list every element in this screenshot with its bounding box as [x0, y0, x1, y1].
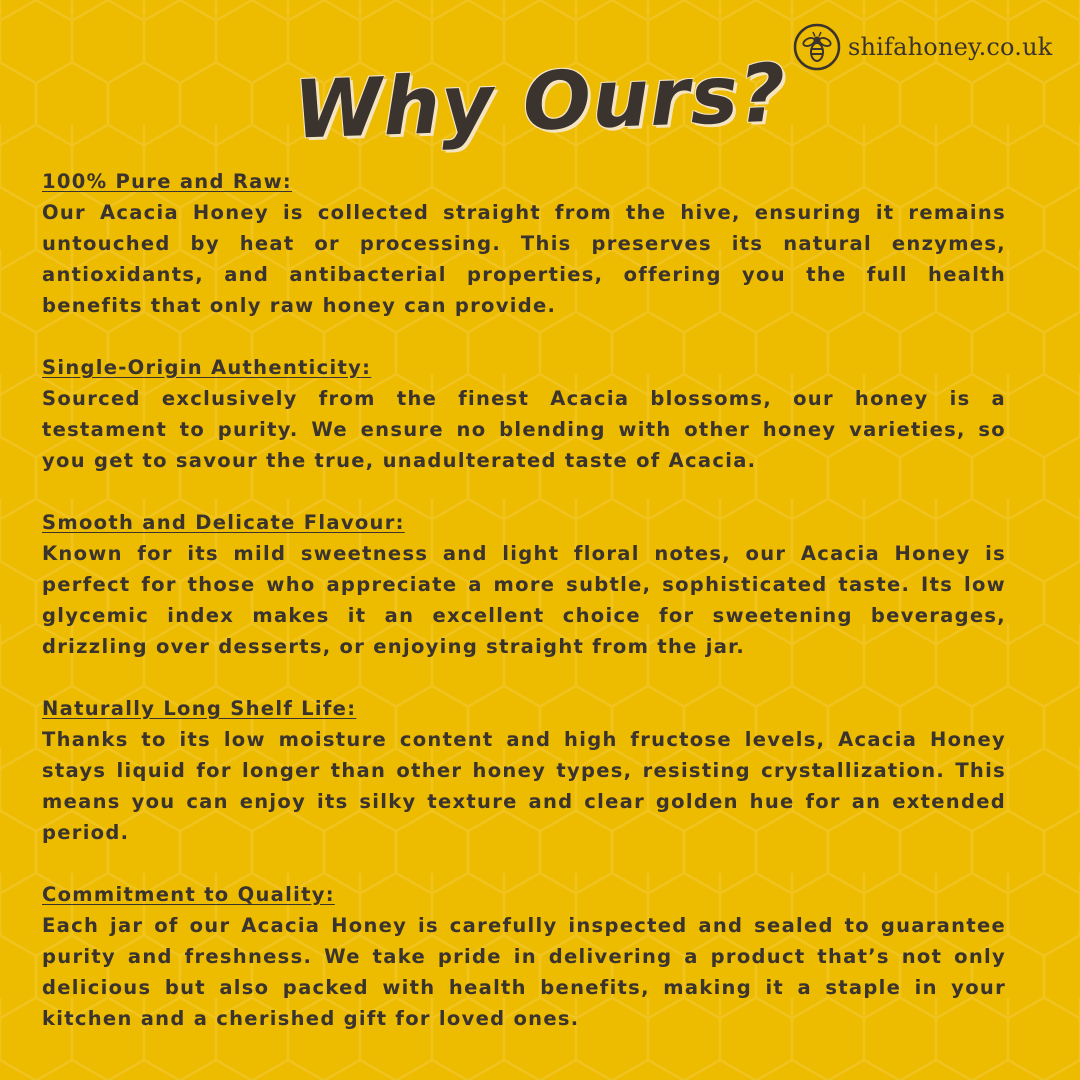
section-quality: [42, 879, 1006, 1034]
section-text: Our Acacia Honey is collected straight from the hive, ensuring it remains untouched by heat or processing. This preserves its natural enzymes, antioxidants, and antibacterial properties, offering you the full health benefits that only raw honey can provide.: [42, 201, 1006, 317]
section-heading: Naturally Long Shelf Life:: [42, 697, 357, 720]
section-text: Known for its mild sweetness and light floral notes, our Acacia Honey is perfect for those who appreciate a more subtle, sophisticated taste. Its low glycemic index makes it an excellent choice for sweetening beverages, drizzling over desserts, or enjoying straight from the jar.: [42, 542, 1006, 658]
section-heading: 100% Pure and Raw:: [42, 170, 293, 193]
section-text: Sourced exclusively from the finest Acacia blossoms, our honey is a testament to purity. We ensure no blending with other honey varieties, so you get to savour the true, unadulterated taste of Acacia.: [42, 387, 1006, 472]
section-shelf-life: [42, 693, 1006, 848]
section-pure-raw: [42, 166, 1006, 321]
page-title: Why Ours?: [292, 46, 788, 157]
section-heading: Single-Origin Authenticity:: [42, 356, 372, 379]
website-url[interactable]: shifahoney.co.uk: [848, 33, 1053, 61]
section-text: Thanks to its low moisture content and high fructose levels, Acacia Honey stays liquid for longer than other honey types, resisting crystallization. This means you can enjoy its silky texture and clear golden hue for an extended period.: [42, 728, 1006, 844]
section-flavour: [42, 507, 1006, 662]
section-heading: Commitment to Quality:: [42, 883, 335, 906]
section-text: Each jar of our Acacia Honey is carefully inspected and sealed to guarantee purity and freshness. We take pride in delivering a product that’s not only delicious but also packed with health benefits, making it a staple in your kitchen and a cherished gift for loved ones.: [42, 914, 1006, 1030]
section-heading: Smooth and Delicate Flavour:: [42, 511, 405, 534]
content: [42, 166, 1006, 1065]
section-single-origin: [42, 352, 1006, 476]
